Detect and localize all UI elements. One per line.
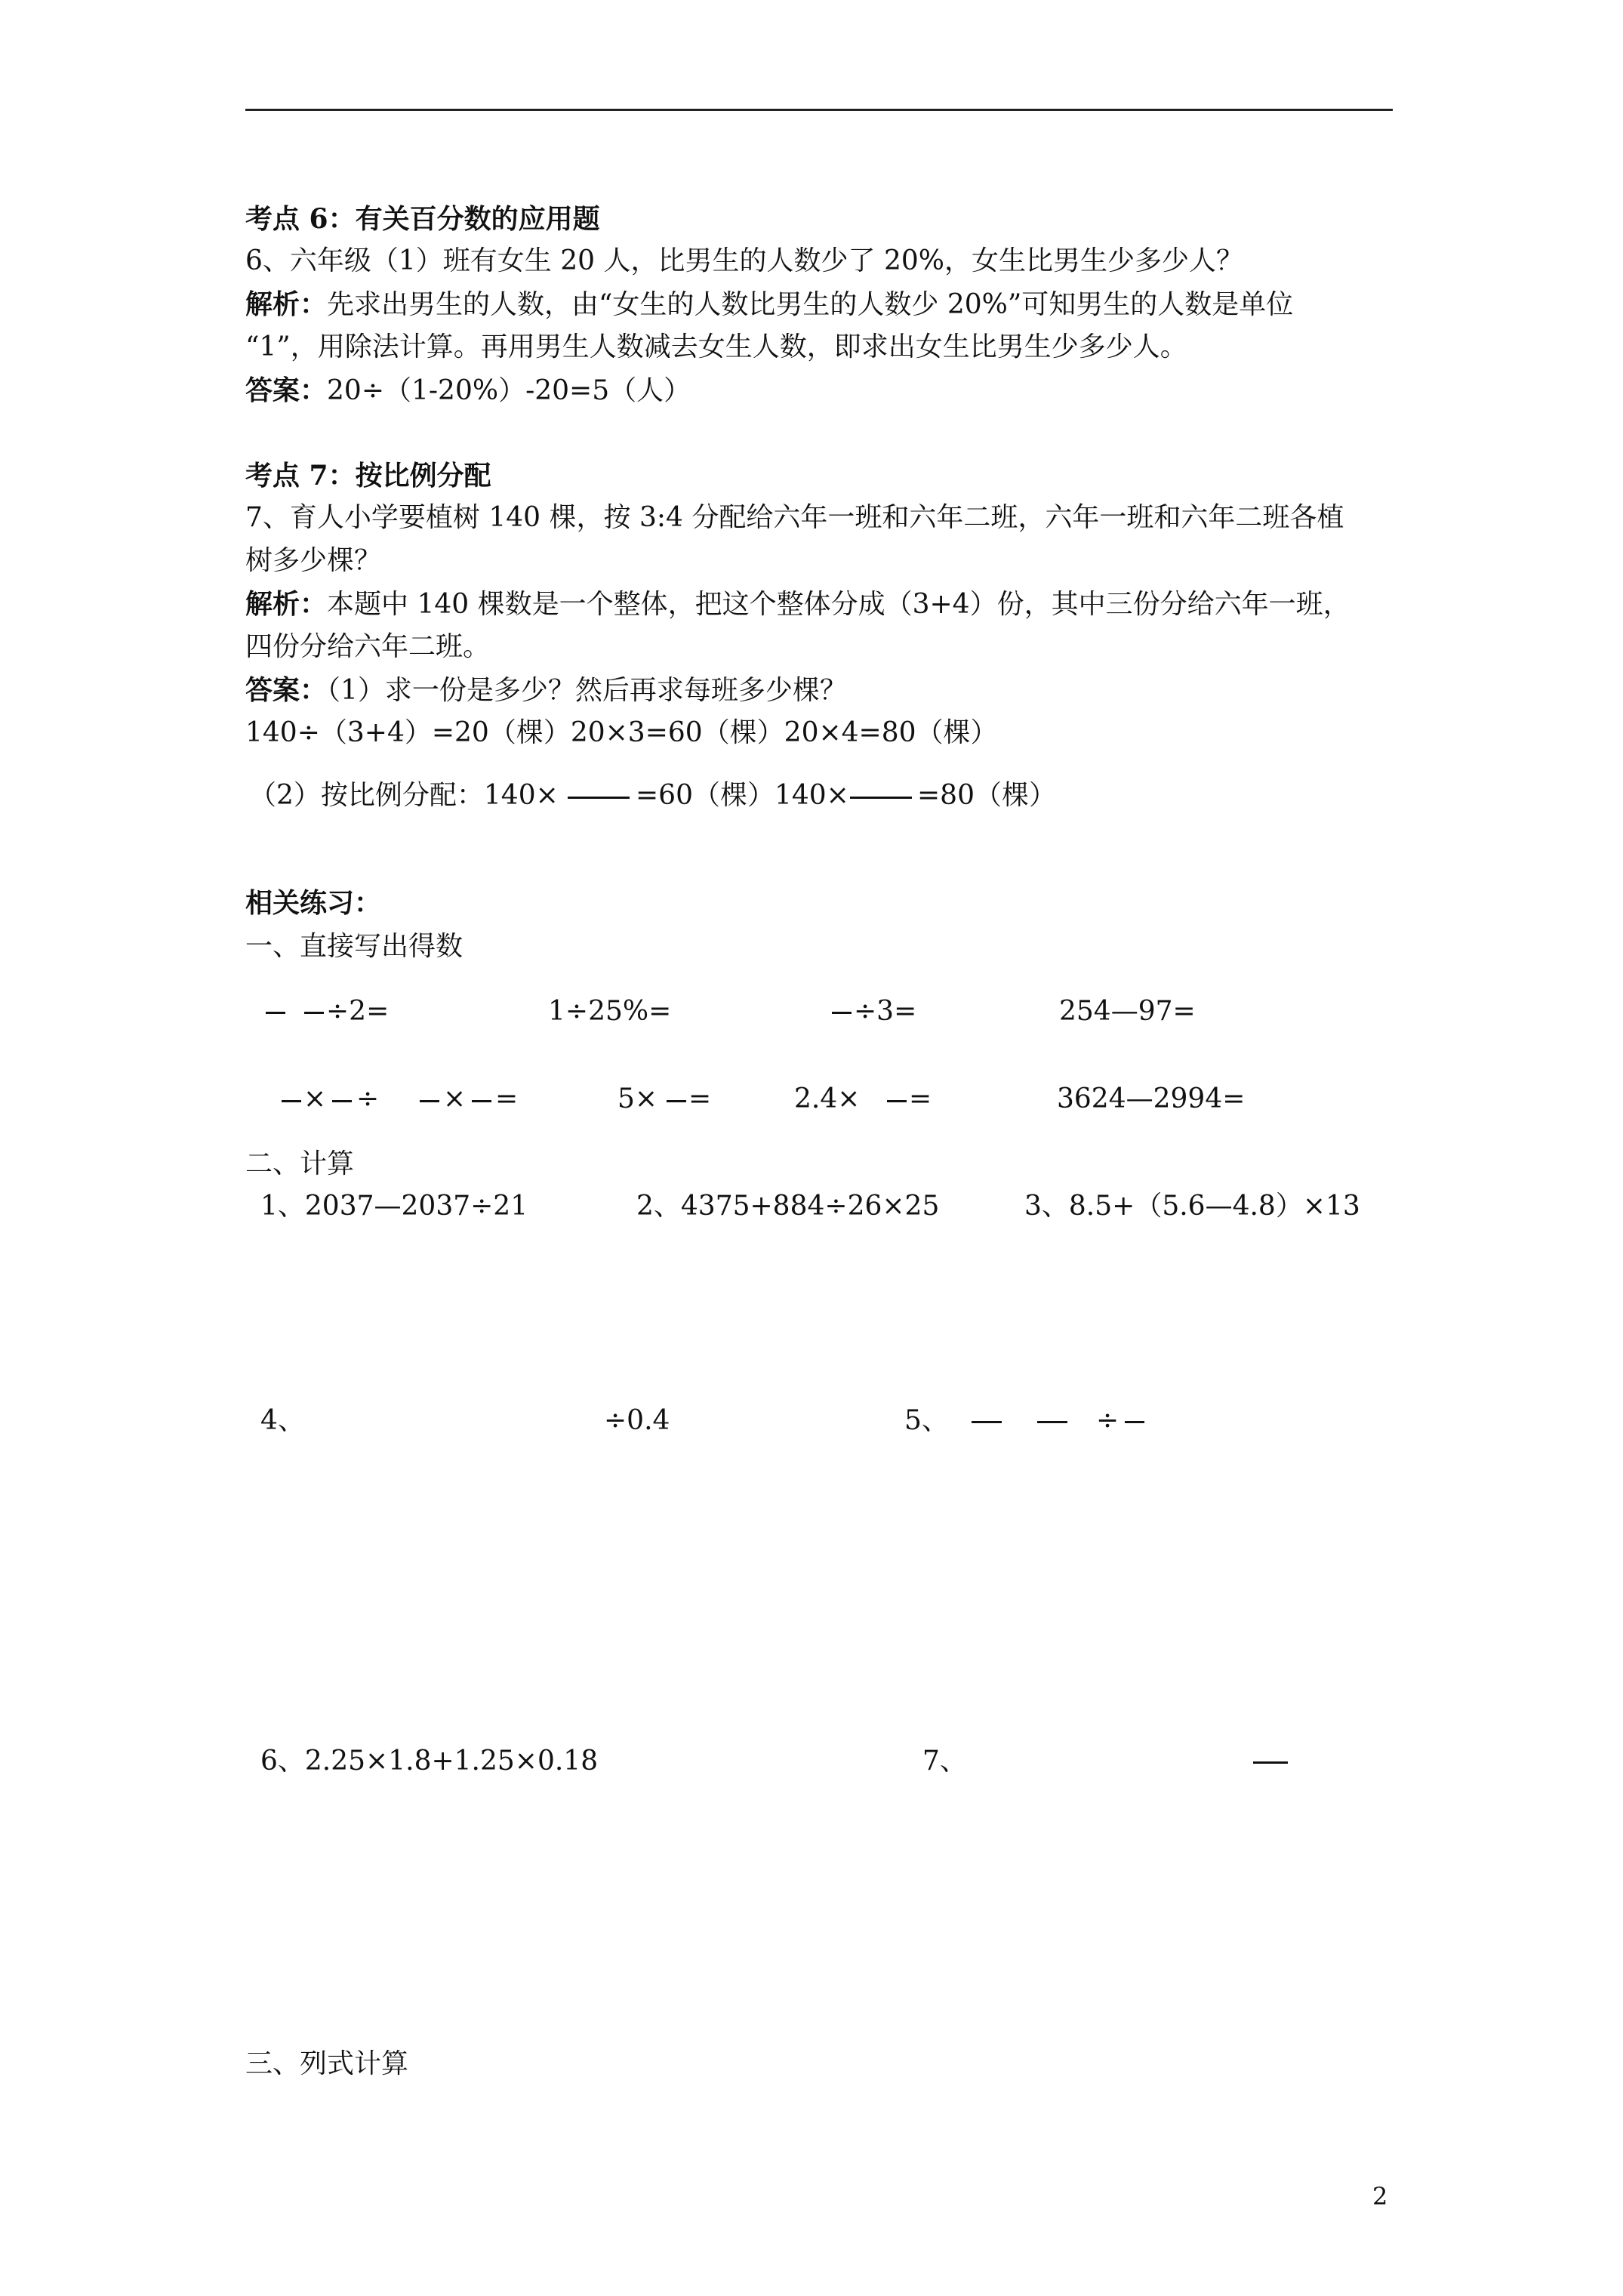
part3-title: 三、列式计算	[245, 2048, 409, 2079]
op-equals: =	[909, 1083, 932, 1114]
section7-analysis	[245, 590, 1350, 618]
answer-text: 20÷（1-20%）-20=5（人）	[327, 375, 691, 406]
section7-question-line1: 7、育人小学要植树 140 棵，按 3:4 分配给六年一班和六年二班，六年一班和六年二班各植	[245, 502, 1344, 533]
calc-item-5-label: 5、	[904, 1405, 949, 1436]
part2-title: 二、计算	[245, 1148, 355, 1179]
calc-item-4-label: 4、	[260, 1405, 305, 1436]
op-equals: =	[688, 1083, 712, 1114]
calc-item-4-expr: ÷0.4	[604, 1405, 670, 1436]
section7-answer-line3-c: =80（棵）	[917, 780, 1056, 811]
expr-2-3: 2.4×	[794, 1083, 861, 1114]
expr-2-2: 5×	[617, 1083, 658, 1114]
section7-question-line2: 树多少棵？	[245, 545, 382, 576]
section7-answer-line3-a: （2）按比例分配：140×	[249, 780, 559, 811]
section6-analysis-line2: “1”，用除法计算。再用男生人数减去女生人数，即求出女生比男生少多少人。	[245, 331, 1187, 362]
fraction-bar	[1253, 1761, 1288, 1764]
fraction-bar	[887, 1100, 907, 1102]
answer-label: 答案：	[245, 374, 328, 406]
fraction-bar	[304, 1012, 324, 1014]
analysis-label: 解析：	[245, 588, 328, 620]
calc-item-2: 2、4375+884÷26×25	[636, 1191, 940, 1222]
section6-analysis	[245, 288, 1294, 320]
analysis-text: 先求出男生的人数，由“女生的人数比男生的人数少 20%”可知男生的人数是单位	[327, 289, 1294, 320]
op-equals: =	[495, 1083, 519, 1114]
calc-item-3: 3、8.5+（5.6—4.8）×13	[1024, 1191, 1360, 1222]
calc-item-6: 6、2.25×1.8+1.25×0.18	[260, 1746, 599, 1777]
expr-2-4: 3624—2994=	[1057, 1083, 1246, 1114]
fraction-bar	[266, 1012, 285, 1014]
page-number: 2	[1372, 2182, 1388, 2211]
practice-heading: 相关练习：	[245, 887, 382, 919]
answer-text: （1）求一份是多少？然后再求每班多少棵？	[327, 675, 847, 706]
section7-answer	[245, 676, 847, 704]
section6-question: 6、六年级（1）班有女生 20 人，比男生的人数少了 20%，女生比男生少多少人？	[245, 245, 1243, 276]
calc-item-5-expr: ÷	[1096, 1405, 1119, 1436]
fraction-bar	[850, 797, 912, 799]
answer-label: 答案：	[245, 674, 328, 706]
expr-1-1: ÷2=	[326, 996, 390, 1027]
fraction-bar	[420, 1100, 439, 1102]
op-times: ×	[303, 1083, 327, 1114]
section7-answer-line2: 140÷（3+4）=20（棵）20×3=60（棵）20×4=80（棵）	[245, 717, 998, 748]
expr-1-2: 1÷25%=	[548, 996, 672, 1027]
expr-1-3: ÷3=	[854, 996, 917, 1027]
fraction-bar	[1125, 1421, 1144, 1423]
op-times: ×	[443, 1083, 467, 1114]
fraction-bar	[282, 1100, 301, 1102]
analysis-text: 本题中 140 棵数是一个整体，把这个整体分成（3+4）份，其中三份分给六年一班，	[327, 589, 1350, 620]
fraction-bar	[667, 1100, 686, 1102]
fraction-bar	[568, 797, 630, 799]
calc-item-7-label: 7、	[922, 1746, 967, 1777]
section7-answer-line3-b: =60（棵）140×	[636, 780, 849, 811]
op-divide: ÷	[356, 1083, 380, 1114]
expr-1-4: 254—97=	[1059, 996, 1196, 1027]
section6-answer	[245, 374, 691, 406]
fraction-bar	[832, 1012, 852, 1014]
fraction-bar	[472, 1100, 491, 1102]
fraction-bar	[1037, 1421, 1067, 1423]
part1-title: 一、直接写出得数	[245, 931, 463, 962]
fraction-bar	[332, 1100, 352, 1102]
analysis-label: 解析：	[245, 288, 328, 320]
header-rule	[245, 109, 1393, 111]
calc-item-1: 1、2037—2037÷21	[260, 1191, 528, 1222]
section6-heading: 考点 6：有关百分数的应用题	[245, 203, 600, 235]
section7-analysis-line2: 四份分给六年二班。	[245, 631, 491, 662]
section7-heading: 考点 7：按比例分配	[245, 460, 491, 492]
fraction-bar	[972, 1421, 1002, 1423]
